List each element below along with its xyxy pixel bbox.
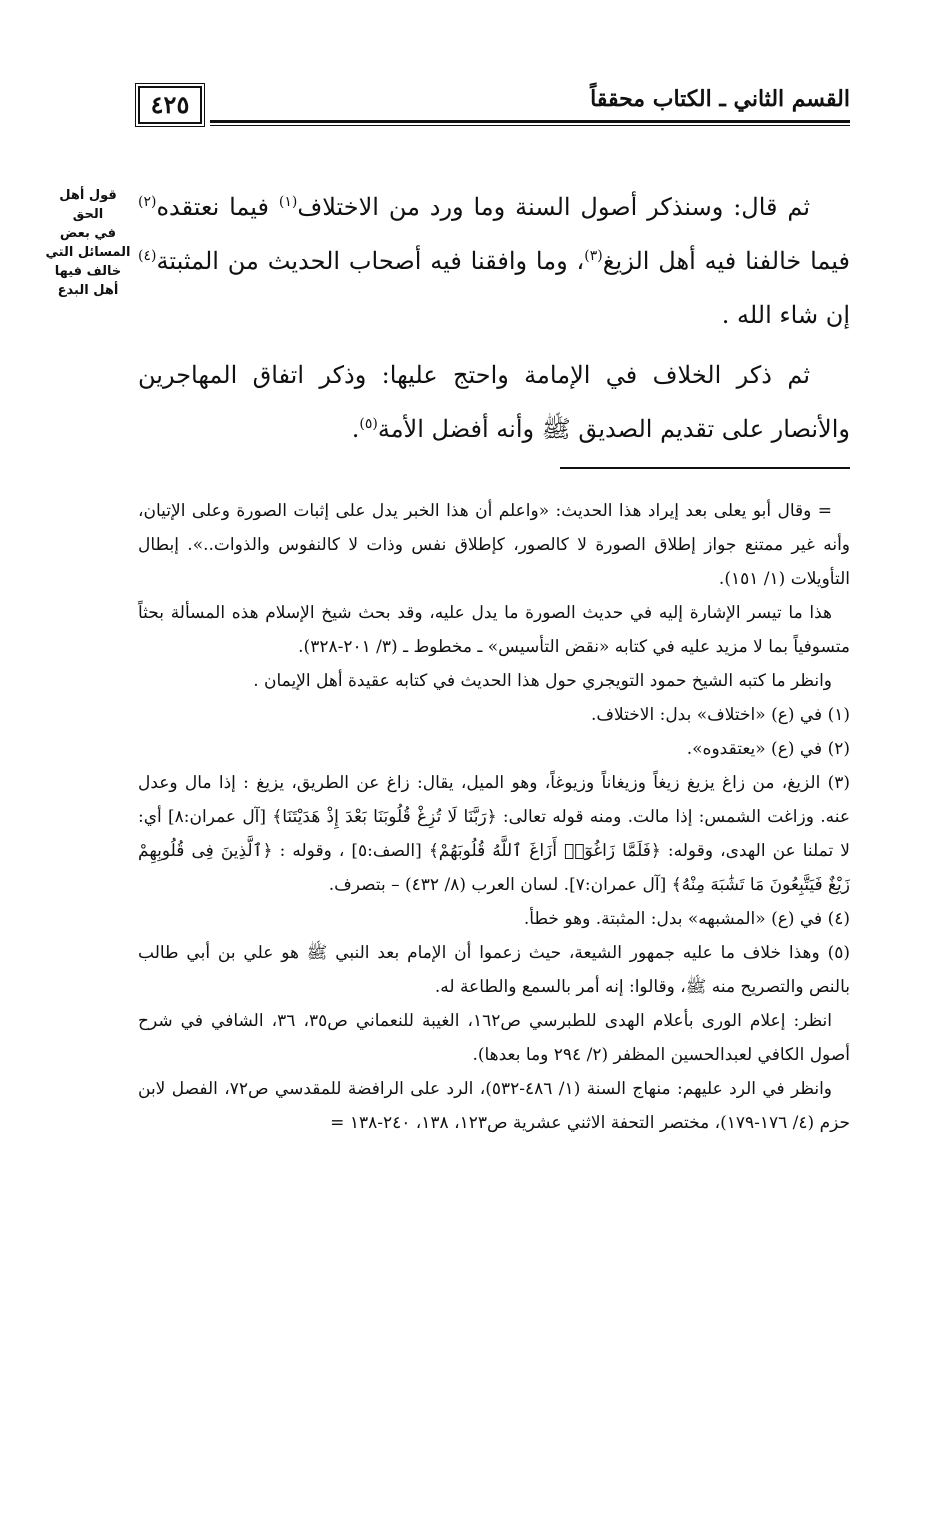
text-run: ، وما وافقنا فيه أصحاب الحديث من المثبتة <box>156 247 585 275</box>
text-run: إن شاء الله . <box>721 301 850 329</box>
main-paragraph-1 <box>138 180 850 342</box>
footnote-ref-5: (٥) <box>359 416 378 432</box>
text-run: . <box>351 415 360 443</box>
footnote-ref-3: (٣) <box>584 248 603 264</box>
footnotes <box>138 494 850 1140</box>
running-title: القسم الثاني ـ الكتاب محققاً <box>590 86 850 112</box>
page-number: ٤٢٥ <box>138 86 202 124</box>
header-rule-thin <box>210 125 850 126</box>
margin-note-line: في بعض <box>59 226 117 241</box>
text-run: ثم قال: وسنذكر أصول السنة وما ورد من الاختلاف <box>297 193 810 221</box>
footnote-3: (٣) الزيغ، من زاغ يزيغ زيغاً وزيغاناً وزيوغاً، وهو الميل، يقال: زاغ عن الطريق، يزيغ : إذا مال وعدل عنه. وزاغت الشمس: إذا مالت. ومنه قوله تعالى: ﴿رَبَّنَا لَا تُزِغْ قُلُوبَنَا بَعْدَ إِذْ هَدَيْتَنَا﴾ [آل عمران:٨] أي: لا تملنا عن الهدى، وقوله: ﴿فَلَمَّا زَاغُوٓا۟ أَزَاغَ ٱللَّهُ قُلُوبَهُمْ﴾ [الصف:٥] ، وقوله : ﴿ٱلَّذِينَ فِى قُلُوبِهِمْ زَيْغٌ فَيَتَّبِعُونَ مَا تَشَٰبَهَ مِنْهُ﴾ [آل عمران:٧]. لسان العرب (٨/ ٤٣٢) – بتصرف. <box>138 773 850 895</box>
footnote-5-refutations: وانظر في الرد عليهم: منهاج السنة (١/ ٤٨٦-٥٣٢)، الرد على الرافضة للمقدسي ص٧٢، الفصل لابن حزم (٤/ ١٧٦-١٧٩)، مختصر التحفة الاثني عشرية ص١٢٣، ١٣٨، ٢٤٠-١٣٨ = <box>138 1079 850 1133</box>
main-text <box>138 180 850 456</box>
footnote-ref-1: (١) <box>278 194 298 210</box>
footnote-ref-2: (٢) <box>138 194 157 210</box>
main-paragraph-2 <box>138 348 850 456</box>
text-run: فيما خالفنا فيه أهل الزيغ <box>602 247 850 275</box>
footnote-continuation: = وقال أبو يعلى بعد إيراد هذا الحديث: «واعلم أن هذا الخبر يدل على إثبات الصورة وعلى الإتيان، وأنه غير ممتنع جواز إطلاق الصورة لا كالصور، كإطلاق نفس وذات لا كالنفوس والذوات..». إبطال التأويلات (١/ ١٥١). <box>138 501 850 589</box>
text-run: فيما نعتقده <box>156 193 279 221</box>
margin-note <box>42 186 134 300</box>
text-run: ثم ذكر الخلاف في الإمامة واحتج عليها: وذكر اتفاق المهاجرين والأنصار على تقديم الصديق ﷺ وأنه أفضل الأمة <box>138 361 850 443</box>
footnote-4: (٤) في (ع) «المشبهه» بدل: المثبتة. وهو خطأ. <box>523 909 850 929</box>
footnote-1: (١) في (ع) «اختلاف» بدل: الاختلاف. <box>590 705 850 725</box>
margin-note-line: المسائل التي <box>45 245 131 260</box>
margin-note-line: خالف فيها <box>54 264 122 279</box>
footnote-ref-4: (٤) <box>138 248 157 264</box>
footnote-continuation: هذا ما تيسر الإشارة إليه في حديث الصورة ما يدل عليه، وقد بحث شيخ الإسلام هذه المسألة بحثاً متسوفياً بما لا مزيد عليه في كتابه «نقض التأسيس» ـ مخطوط ـ (٣/ ٢٠١-٣٢٨). <box>138 603 850 657</box>
footnote-continuation: وانظر ما كتبه الشيخ حمود التويجري حول هذا الحديث في كتابه عقيدة أهل الإيمان . <box>253 671 832 691</box>
margin-note-line: قول أهل الحق <box>59 188 117 222</box>
footnote-5: (٥) وهذا خلاف ما عليه جمهور الشيعة، حيث زعموا أن الإمام بعد النبي ﷺ هو علي بن أبي طالب بالنص والتصريح منه ﷺ، وقالوا: إنه أمر بالسمع والطاعة له. <box>138 943 850 997</box>
header-rule <box>210 120 850 123</box>
page-header <box>138 86 850 130</box>
margin-note-line: أهل البدع <box>57 283 119 298</box>
footnote-separator <box>560 467 850 469</box>
footnote-5-sources: انظر: إعلام الورى بأعلام الهدى للطبرسي ص١٦٢، الغيبة للنعماني ص٣٥، ٣٦، الشافي في شرح أصول الكافي لعبدالحسين المظفر (٢/ ٢٩٤ وما بعدها). <box>138 1011 850 1065</box>
footnote-2: (٢) في (ع) «يعتقدوه». <box>686 739 850 759</box>
